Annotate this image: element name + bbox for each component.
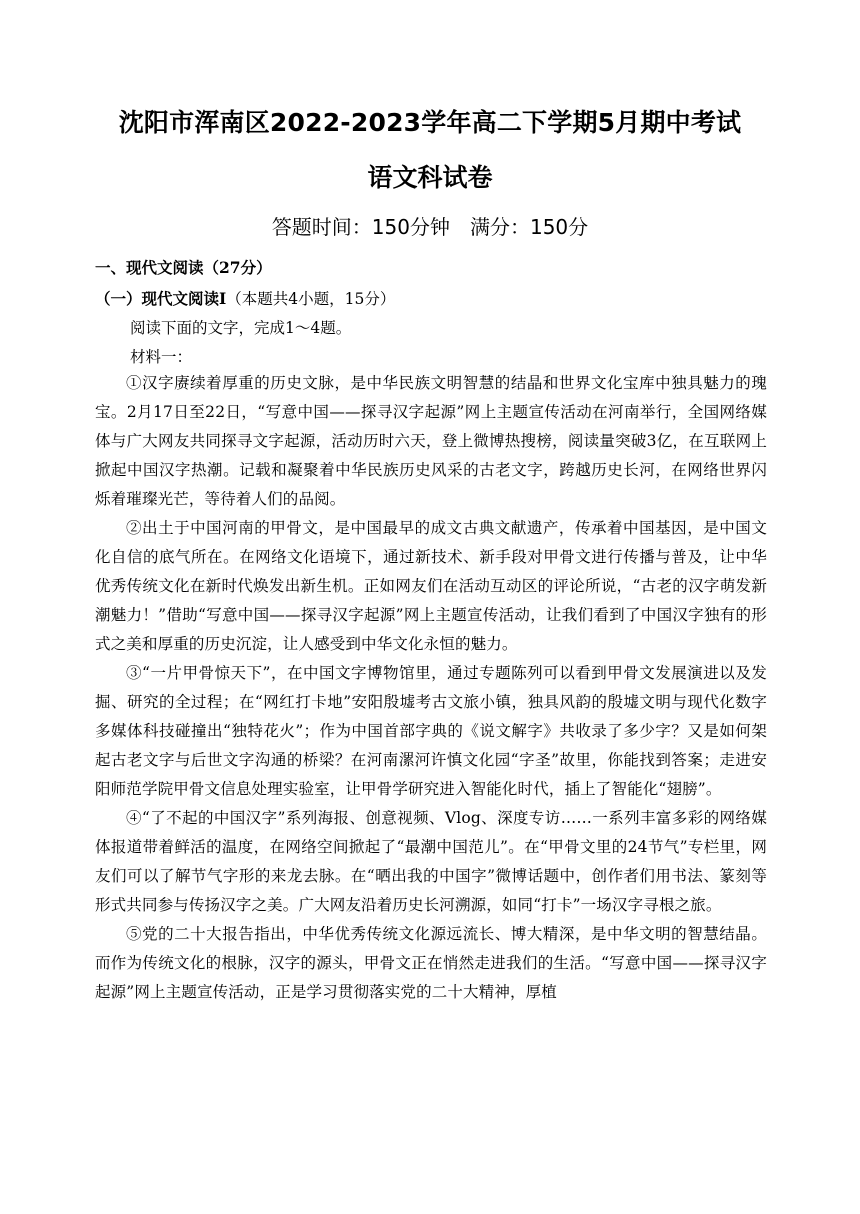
paragraph-4: ④“了不起的中国汉字”系列海报、创意视频、Vlog、深度专访……一系列丰富多彩的网络媒体报道带着鲜活的温度，在网络空间掀起了“最潮中国范儿”。在“甲骨文里的24节气”专栏里，网友们可以了解节气字形的来龙去脉。在“晒出我的中国字”微博话题中，创作者们用书法、篆刻等形式共同参与传扬汉字之美。广大网友沿着历史长河溯源，如同“打卡”一场汉字寻根之旅。 [95, 809, 767, 914]
material-body [95, 369, 767, 1007]
paragraph-3: ③“一片甲骨惊天下”，在中国文字博物馆里，通过专题陈列可以看到甲骨文发展演进以及发掘、研究的全过程；在“网红打卡地”安阳殷墟考古文旅小镇，独具风韵的殷墟文明与现代化数字多媒体科技碰撞出“独特花火”；作为中国首部字典的《说文解字》共收录了多少字？又是如何架起古老文字与后世文字沟通的桥梁？在河南漯河许慎文化园“字圣”故里，你能找到答案；走进安阳师范学院甲骨文信息处理实验室，让甲骨学研究进入智能化时代，插上了智能化“翅膀”。 [95, 664, 767, 798]
subsection-title: （一）现代文阅读Ⅰ [95, 289, 227, 308]
reading-instruction: 阅读下面的文字，完成1～4题。 [130, 319, 352, 337]
material-label: 材料一： [130, 348, 193, 366]
exam-subject-title: 语文科试卷 [367, 163, 493, 192]
section-heading: 一、现代文阅读（27分） [95, 258, 272, 277]
paragraph-5: ⑤党的二十大报告指出，中华优秀传统文化源远流长、博大精深，是中华文明的智慧结晶。而作为传统文化的根脉，汉字的源头，甲骨文正在悄然走进我们的生活。“写意中国——探寻汉字起源”网上主题宣传活动，正是学习贯彻落实党的二十大精神，厚植 [95, 925, 767, 1001]
subsection-heading [95, 287, 395, 309]
paragraph-1: ①汉字赓续着厚重的历史文脉，是中华民族文明智慧的结晶和世界文化宝库中独具魅力的瑰宝。2月17日至22日，“写意中国——探寻汉字起源”网上主题宣传活动在河南举行，全国网络媒体与广大网友共同探寻文字起源，活动历时六天，登上微博热搜榜，阅读量突破3亿，在互联网上掀起中国汉字热潮。记载和凝聚着中华民族历史风采的古老文字，跨越历史长河，在网络世界闪烁着璀璨光芒，等待着人们的品阅。 [95, 374, 767, 508]
subsection-note: （本题共4小题，15分） [226, 290, 396, 308]
exam-time-score: 答题时间：150分钟 满分：150分 [271, 215, 589, 239]
exam-title: 沈阳市浑南区2022-2023学年高二下学期5月期中考试 [118, 108, 742, 137]
paragraph-2: ②出土于中国河南的甲骨文，是中国最早的成文古典文献遗产，传承着中国基因，是中国文化自信的底气所在。在网络文化语境下，通过新技术、新手段对甲骨文进行传播与普及，让中华优秀传统文化在新时代焕发出新生机。正如网友们在活动互动区的评论所说，“古老的汉字萌发新潮魅力！”借助“写意中国——探寻汉字起源”网上主题宣传活动，让我们看到了中国汉字独有的形式之美和厚重的历史沉淀，让人感受到中华文化永恒的魅力。 [95, 519, 767, 653]
